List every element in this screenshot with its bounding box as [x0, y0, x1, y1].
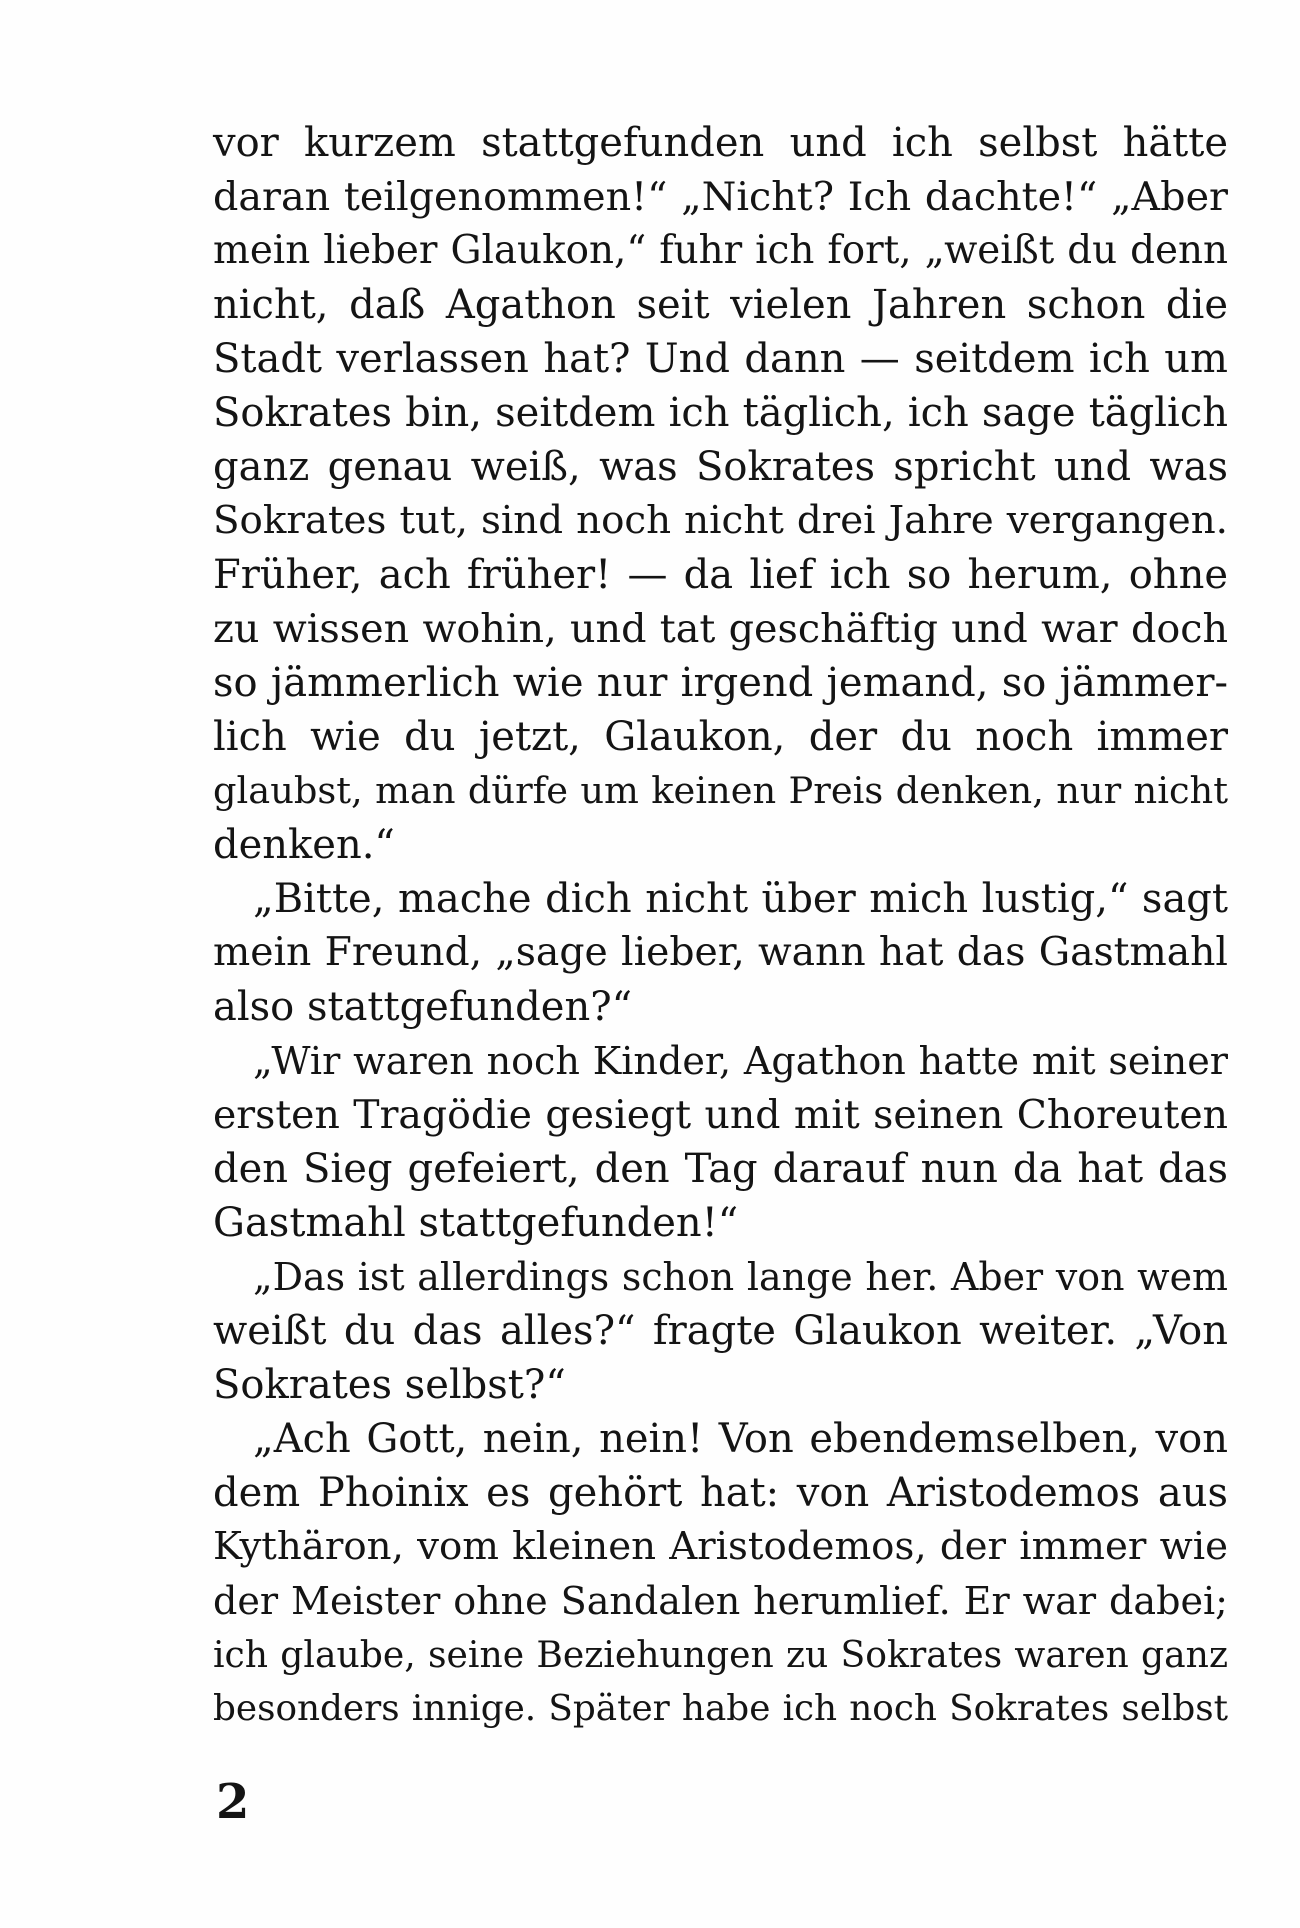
text-line: dem Phoinix es gehört hat: von Aristodemos aus	[213, 1470, 1228, 1516]
text-line: glaubst, man dürfe um keinen Preis denken, nur nicht	[213, 769, 1228, 812]
text-line: lich wie du jetzt, Glaukon, der du noch immer	[213, 714, 1228, 760]
body-text	[213, 116, 1228, 1736]
text-line: so jämmerlich wie nur irgend jemand, so jämmer-	[213, 660, 1228, 706]
text-line: Früher, ach früher! — da lief ich so herum, ohne	[213, 552, 1228, 598]
text-line: Kythäron, vom kleinen Aristodemos, der immer wie	[213, 1524, 1228, 1569]
text-line: ersten Tragödie gesiegt und mit seinen Choreuten	[213, 1092, 1228, 1138]
text-line: mein lieber Glaukon,“ fuhr ich fort, „weißt du denn	[213, 228, 1228, 273]
page-number: 2	[216, 1774, 250, 1830]
text-line: mein Freund, „sage lieber, wann hat das Gastmahl	[213, 930, 1228, 975]
text-line: nicht, daß Agathon seit vielen Jahren schon die	[213, 282, 1228, 328]
text-line: ich glaube, seine Beziehungen zu Sokrates waren ganz	[213, 1633, 1228, 1676]
text-line: „Das ist allerdings schon lange her. Aber von wem	[253, 1255, 1228, 1299]
text-line: Stadt verlassen hat? Und dann — seitdem ich um	[213, 336, 1228, 382]
text-line: der Meister ohne Sandalen herumlief. Er war dabei;	[213, 1579, 1228, 1623]
text-line: Sokrates selbst?“	[213, 1362, 566, 1408]
text-line: „Ach Gott, nein, nein! Von ebendemselben, von	[253, 1416, 1228, 1462]
text-line: „Wir waren noch Kinder, Agathon hatte mit seiner	[253, 1039, 1228, 1083]
text-line: also stattgefunden?“	[213, 984, 633, 1030]
text-line: besonders innige. Später habe ich noch Sokrates selbst	[213, 1688, 1228, 1729]
text-line: vor kurzem stattgefunden und ich selbst hätte	[213, 120, 1228, 166]
text-line: weißt du das alles?“ fragte Glaukon weiter. „Von	[213, 1308, 1228, 1354]
text-line: Sokrates bin, seitdem ich täglich, ich sage täglich	[213, 390, 1228, 436]
text-line: zu wissen wohin, und tat geschäftig und war doch	[213, 606, 1228, 652]
text-line: ganz genau weiß, was Sokrates spricht und was	[213, 444, 1228, 490]
text-line: Gastmahl stattgefunden!“	[213, 1200, 739, 1246]
text-line: denken.“	[213, 822, 395, 868]
text-line: daran teilgenommen!“ „Nicht? Ich dachte!“ „Aber	[213, 174, 1228, 220]
text-line: den Sieg gefeiert, den Tag darauf nun da hat das	[213, 1146, 1228, 1192]
text-line: „Bitte, mache dich nicht über mich lustig,“ sagt	[253, 876, 1228, 922]
text-line: Sokrates tut, sind noch nicht drei Jahre vergangen.	[213, 498, 1228, 543]
